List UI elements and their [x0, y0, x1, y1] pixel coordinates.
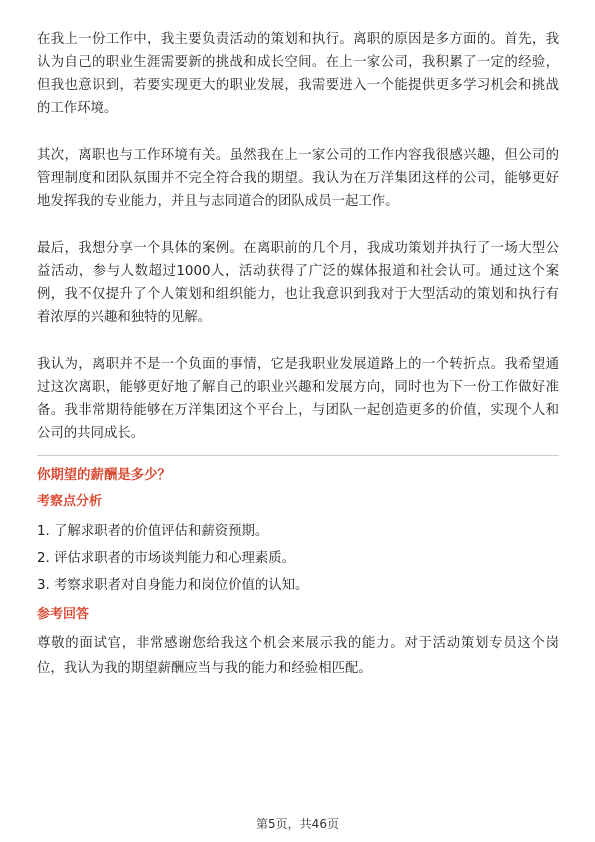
document-page [37, 28, 559, 681]
question-heading: 你期望的薪酬是多少？ [37, 468, 171, 483]
answer-paragraph-3: 最后，我想分享一个具体的案例。在离职前的几个月，我成功策划并执行了一场大型公益活动，参与人数超过1000人，活动获得了广泛的媒体报道和社会认可。通过这个案例，我不仅提升了个人策划和组织能力，也让我意识到我对于大型活动的策划和执行有着浓厚的兴趣和独特的见解。 [37, 241, 559, 325]
reference-heading: 参考回答 [37, 607, 90, 622]
analysis-point-3: 3. 考察求职者对自身能力和岗位价值的认知。 [37, 578, 309, 593]
analysis-point-1: 1. 了解求职者的价值评估和薪资预期。 [37, 524, 269, 539]
analysis-list [37, 518, 559, 599]
answer-paragraph-1: 在我上一份工作中，我主要负责活动的策划和执行。离职的原因是多方面的。首先，我认为自己的职业生涯需要新的挑战和成长空间。在上一家公司，我积累了一定的经验，但我也意识到，若要实现更大的职业发展，我需要进入一个能提供更多学习机会和挑战的工作环境。 [37, 32, 559, 116]
analysis-point-2: 2. 评估求职者的市场谈判能力和心理素质。 [37, 551, 296, 566]
reference-answer-text: 尊敬的面试官，非常感谢您给我这个机会来展示我的能力。对于活动策划专员这个岗位，我认为我的期望薪酬应当与我的能力和经验相匹配。 [37, 636, 559, 676]
answer-paragraph-2: 其次，离职也与工作环境有关。虽然我在上一家公司的工作内容我很感兴趣，但公司的管理制度和团队氛围并不完全符合我的期望。我认为在万洋集团这样的公司，能够更好地发挥我的专业能力，并且与志同道合的团队成员一起工作。 [37, 148, 559, 209]
section-divider [37, 455, 559, 456]
answer-paragraph-4: 我认为，离职并不是一个负面的事情，它是我职业发展道路上的一个转折点。我希望通过这次离职，能够更好地了解自己的职业兴趣和发展方向，同时也为下一份工作做好准备。我非常期待能够在万洋集团这个平台上，与团队一起创造更多的价值，实现个人和公司的共同成长。 [37, 357, 559, 441]
analysis-heading: 考察点分析 [37, 494, 103, 509]
page-number: 第5页，共46页 [256, 817, 339, 831]
